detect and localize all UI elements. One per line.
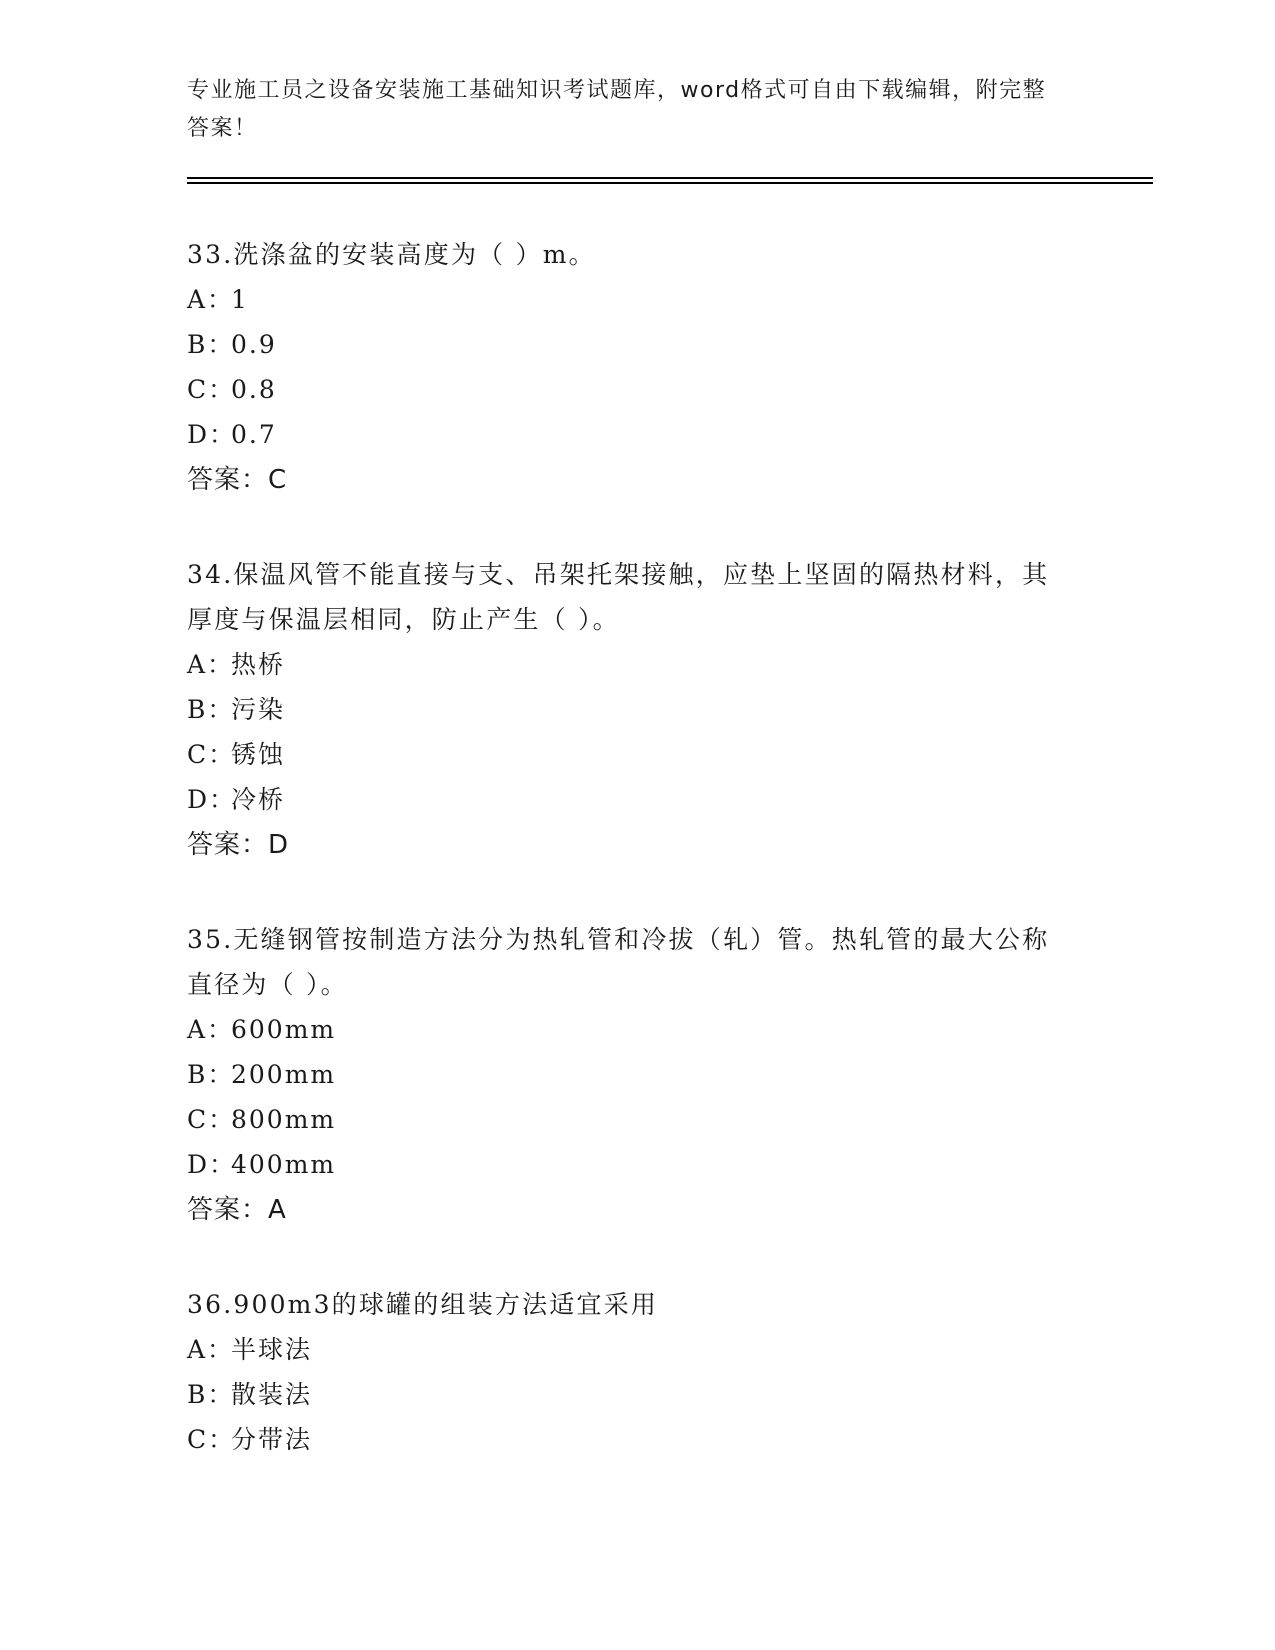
answer: 答案：C (187, 465, 288, 495)
answer: 答案：A (187, 1195, 287, 1225)
option-value: 0.7 (231, 420, 277, 449)
question-text: 34.保温风管不能直接与支、吊架托架接触，应垫上坚固的隔热材料，其厚度与保温层相同，防止产生（ ）。 (187, 560, 1050, 634)
option-key: D： (187, 785, 237, 814)
question-36 (187, 1282, 1067, 1462)
option-key: A： (187, 650, 235, 679)
option-key: C： (187, 1425, 236, 1454)
option-key: B： (187, 1380, 235, 1409)
option-value: 200mm (231, 1060, 337, 1089)
option-key: A： (187, 1335, 235, 1364)
option-key: B： (187, 1060, 235, 1089)
option-b (187, 1372, 1067, 1417)
option-value: 分带法 (231, 1425, 313, 1454)
question-35 (187, 917, 1067, 1233)
option-value: 冷桥 (231, 785, 286, 814)
header-divider-top (187, 177, 1153, 179)
option-c (187, 732, 1067, 777)
header-divider-bottom (187, 182, 1153, 184)
option-value: 锈蚀 (231, 740, 286, 769)
option-key: D： (187, 420, 237, 449)
question-33 (187, 232, 1067, 503)
option-b (187, 322, 1067, 367)
option-value: 污染 (231, 695, 286, 724)
question-34 (187, 552, 1067, 868)
option-b (187, 1052, 1067, 1097)
option-key: B： (187, 695, 235, 724)
option-value: 0.9 (231, 330, 277, 359)
option-c (187, 367, 1067, 412)
option-key: A： (187, 285, 235, 314)
option-d (187, 777, 1067, 822)
option-d (187, 1142, 1067, 1187)
option-value: 0.8 (231, 375, 277, 404)
option-c (187, 1097, 1067, 1142)
option-a (187, 642, 1067, 687)
option-a (187, 1007, 1067, 1052)
option-key: C： (187, 375, 236, 404)
option-c (187, 1417, 1067, 1462)
option-value: 散装法 (231, 1380, 313, 1409)
option-key: C： (187, 1105, 236, 1134)
option-value: 600mm (231, 1015, 337, 1044)
option-value: 1 (231, 285, 249, 314)
option-a (187, 1327, 1067, 1372)
option-a (187, 277, 1067, 322)
option-value: 400mm (231, 1150, 337, 1179)
option-key: B： (187, 330, 235, 359)
option-value: 半球法 (231, 1335, 313, 1364)
option-key: A： (187, 1015, 235, 1044)
option-value: 热桥 (231, 650, 286, 679)
document-header: 专业施工员之设备安装施工基础知识考试题库，word格式可自由下载编辑，附完整答案！ (187, 78, 1047, 141)
option-b (187, 687, 1067, 732)
option-value: 800mm (231, 1105, 337, 1134)
option-d (187, 412, 1067, 457)
question-text: 36.900m3的球罐的组装方法适宜采用 (187, 1290, 659, 1319)
answer: 答案：D (187, 830, 290, 860)
option-key: D： (187, 1150, 237, 1179)
option-key: C： (187, 740, 236, 769)
question-text: 33.洗涤盆的安装高度为（ ）m。 (187, 240, 596, 269)
question-text: 35.无缝钢管按制造方法分为热轧管和冷拔（轧）管。热轧管的最大公称直径为（ ）。 (187, 925, 1050, 999)
